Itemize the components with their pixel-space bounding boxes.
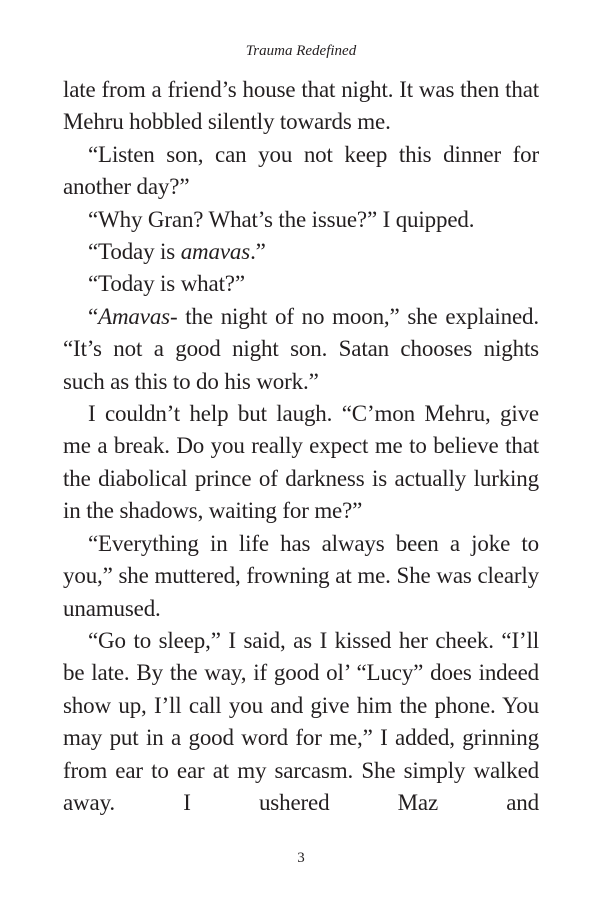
- paragraph: [63, 236, 539, 268]
- paragraph: [63, 528, 539, 625]
- running-head: Trauma Redefined: [245, 43, 357, 59]
- text-span: “: [88, 303, 99, 329]
- text-span: “Today is what?”: [88, 271, 245, 297]
- paragraph: [63, 204, 539, 236]
- text-span: “Why Gran? What’s the issue?” I quipped.: [88, 206, 475, 232]
- paragraph: [63, 625, 539, 819]
- text-span: “Everything in life has always been a joke to you,” she muttered, frowning at me. She was clearly unamused.: [63, 530, 539, 621]
- paragraph: [63, 398, 539, 528]
- paragraph: [63, 139, 539, 204]
- italic-text-span: Amavas: [98, 303, 170, 329]
- text-span: “Go to sleep,” I said, as I kissed her cheek. “I’ll be late. By the way, if good ol’ “Lucy” does indeed show up, I’ll call you and give him the phone. You may put in a good word for me,” I added, grinning from ear to ear at my sarcasm. She simply walked away. I ushered Maz and: [63, 627, 539, 815]
- italic-text-span: amavas: [180, 239, 251, 265]
- paragraph: [63, 74, 539, 139]
- text-span: - the night of no moon,” she explained. “It’s not a good night son. Satan chooses nights such as this to do his work.”: [63, 303, 539, 394]
- paragraph: [63, 301, 539, 398]
- text-span: I couldn’t help but laugh. “C’mon Mehru, give me a break. Do you really expect me to believe that the diabolical prince of darkness is actually lurking in the shadows, waiting for me?”: [63, 401, 539, 524]
- body-text: [63, 74, 539, 819]
- text-span: late from a friend’s house that night. It was then that Mehru hobbled silently towards me.: [63, 77, 539, 135]
- page-number: 3: [297, 850, 305, 866]
- text-span: .”: [250, 239, 266, 265]
- text-span: “Listen son, can you not keep this dinner for another day?”: [63, 141, 539, 200]
- text-span: “Today is: [88, 239, 181, 265]
- paragraph: [63, 268, 539, 300]
